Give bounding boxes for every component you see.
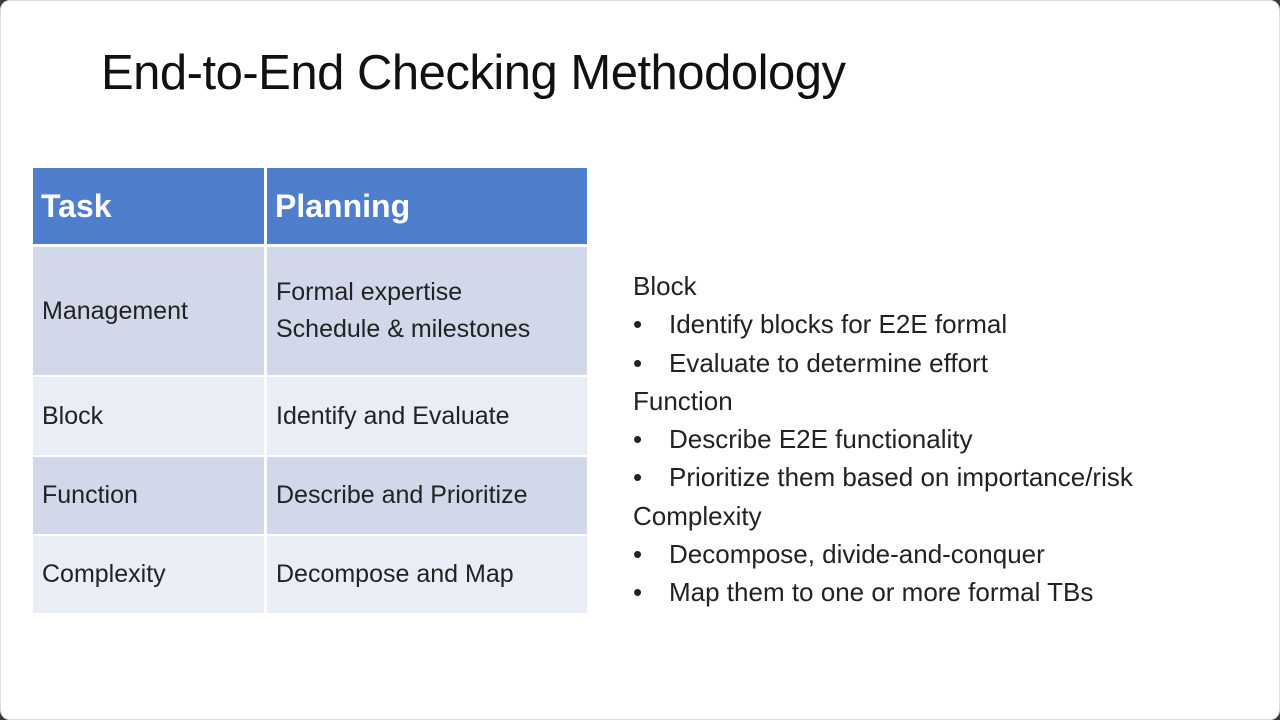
planning-line: Schedule & milestones: [276, 315, 531, 343]
bullet-item: [633, 344, 1263, 382]
planning-line: Describe and Prioritize: [276, 481, 528, 509]
task-cell: Management: [33, 247, 267, 377]
planning-cell: [267, 536, 587, 615]
notes-heading-function: Function: [633, 385, 733, 416]
bullet-item: [633, 305, 1263, 343]
bullet-text: Decompose, divide-and-conquer: [669, 539, 1045, 570]
task-cell: Function: [33, 457, 267, 536]
planning-cell: [267, 457, 587, 536]
task-cell: Complexity: [33, 536, 267, 615]
planning-line: Formal expertise: [276, 278, 463, 306]
bullet-text: Evaluate to determine effort: [669, 347, 988, 378]
bullet-icon: •: [633, 462, 643, 493]
bullet-icon: •: [633, 347, 643, 378]
bullet-icon: •: [633, 539, 643, 570]
planning-cell: [267, 247, 587, 377]
planning-cell: [267, 377, 587, 457]
bullet-text: Prioritize them based on importance/risk: [669, 462, 1133, 493]
table-row: [33, 457, 587, 536]
table-header-row: [33, 168, 587, 247]
table-row: [33, 377, 587, 457]
planning-line: Identify and Evaluate: [276, 401, 510, 430]
bullet-text: Identify blocks for E2E formal: [669, 309, 1008, 340]
notes-heading-complexity: Complexity: [633, 500, 762, 531]
bullet-text: Map them to one or more formal TBs: [669, 577, 1094, 608]
header-task: Task: [33, 168, 267, 247]
bullet-item: [633, 573, 1263, 611]
table-row: [33, 536, 587, 615]
notes-heading-block: Block: [633, 271, 697, 301]
bullet-icon: •: [633, 577, 643, 608]
bullet-icon: •: [633, 309, 643, 340]
table-row: [33, 247, 587, 377]
bullet-icon: •: [633, 424, 643, 455]
planning-table: [33, 168, 587, 615]
bullet-item: [633, 420, 1263, 458]
planning-line: Decompose and Map: [276, 560, 514, 588]
slide-title: End-to-End Checking Methodology: [101, 46, 846, 100]
bullet-item: [633, 458, 1263, 496]
bullet-text: Describe E2E functionality: [669, 424, 973, 455]
bullet-item: [633, 535, 1263, 573]
task-cell: Block: [33, 377, 267, 457]
notes-list: [633, 267, 1263, 612]
header-planning: Planning: [267, 168, 587, 247]
